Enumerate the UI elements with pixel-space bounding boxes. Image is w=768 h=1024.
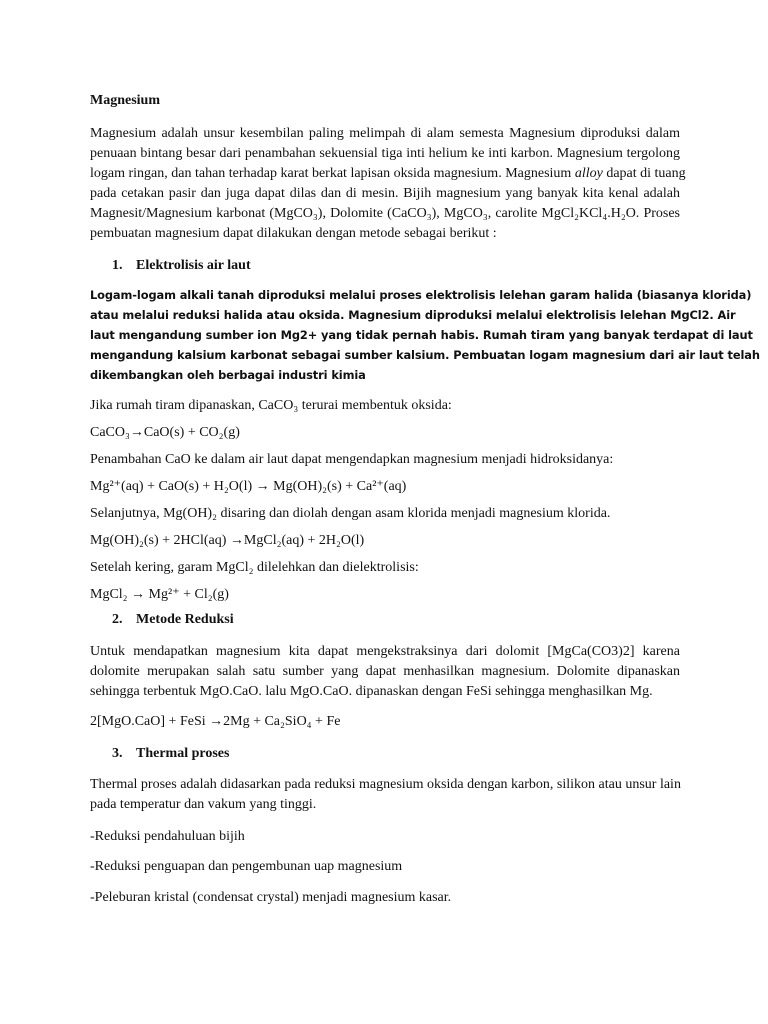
step-text-4: Setelah kering, garam MgCl₂ dilelehkan dan dielektrolisis: [90,560,419,575]
intro-line-5: Magnesit/Magnesium karbonat (MgCO₃), Dolomite (CaCO₃), MgCO₃, carolite MgCl₂KCl₄.H₂O. Proses [90,206,680,221]
section-1-para-line-4: mengandung kalsium karbonat sebagai sumber kalsium. Pembuatan logam magnesium dari air laut telah [90,348,760,362]
intro-alloy-word: alloy [574,166,603,181]
intro-line-6: pembuatan magnesium dapat dilakukan dengan metode sebagai berikut : [90,226,497,241]
section-3-para-line-2: pada temperatur dan vakum yang tinggi. [90,797,317,812]
intro-line-1: Magnesium adalah unsur kesembilan paling melimpah di alam semesta Magnesium diproduksi dalam [90,126,680,141]
section-1-para-line-1: Logam-logam alkali tanah diproduksi melalui proses elektrolisis lelehan garam halida (biasanya klorida) [90,288,752,302]
document-title: Magnesium [90,93,160,108]
intro-line-2: penuaan bintang besar dari penambahan sekuensial tiga inti helium ke inti karbon. Magnesium tergolong [90,146,680,161]
section-1-para-line-3: laut mengandung sumber ion Mg2+ yang tidak pernah habis. Rumah tiram yang banyak terdapat di laut [90,328,753,342]
intro-line-3 [90,165,686,183]
intro-line-3-text: logam ringan, dan tahan terhadap karat berkat lapisan oksida magnesium. Magnesium [90,166,572,181]
section-1-title: Elektrolisis air laut [136,258,251,273]
section-2-title: Metode Reduksi [136,612,234,627]
list-item: -Reduksi pendahuluan bijih [90,829,245,844]
list-item: -Reduksi penguapan dan pengembunan uap magnesium [90,859,403,874]
equation-5: 2[MgO.CaO] + FeSi →2Mg + Ca₂SiO₄ + Fe [90,714,341,729]
equation-2: Mg²⁺(aq) + CaO(s) + H₂O(l) → Mg(OH)₂(s) + Ca²⁺(aq) [90,479,407,494]
section-2-para-line-3: sehingga terbentuk MgO.CaO. lalu MgO.CaO. dipanaskan dengan FeSi sehingga menghasilkan Mg. [90,684,653,699]
section-2-para-line-2: dolomite merupakan salah satu sumber yang dapat menhasilkan magnesium. Dolomite dipanaskan [90,664,680,679]
section-2-para-line-1: Untuk mendapatkan magnesium kita dapat mengekstraksinya dari dolomit [MgCa(CO3)2] karena [90,644,680,659]
equation-3: Mg(OH)₂(s) + 2HCl(aq) →MgCl₂(aq) + 2H₂O(l) [90,533,365,548]
list-item: -Peleburan kristal (condensat crystal) menjadi magnesium kasar. [90,890,452,905]
step-text-1: Jika rumah tiram dipanaskan, CaCO₃ terurai membentuk oksida: [90,398,452,413]
equation-1: CaCO₃→CaO(s) + CO₂(g) [90,425,240,440]
section-1-para-line-2: atau melalui reduksi halida atau oksida. Magnesium diproduksi melalui elektrolisis lelehan MgCl2. Air [90,308,736,322]
section-1-para-line-5: dikembangkan oleh berbagai industri kimia [90,368,366,382]
step-text-3: Selanjutnya, Mg(OH)₂ disaring dan diolah dengan asam klorida menjadi magnesium klorida. [90,506,611,521]
section-1-number: 1. [112,258,123,273]
section-2-number: 2. [112,612,123,627]
section-1-heading [112,257,251,275]
intro-line-4: pada cetakan pasir dan juga dapat dilas dan di mesin. Bijih magnesium yang banyak kita kenal adalah [90,186,680,201]
intro-line-3-tail: dapat di tuang [606,166,686,181]
section-3-number: 3. [112,746,123,761]
section-3-title: Thermal proses [136,746,230,761]
step-text-2: Penambahan CaO ke dalam air laut dapat mengendapkan magnesium menjadi hidroksidanya: [90,452,614,467]
section-2-heading [112,611,234,629]
equation-4: MgCl₂ → Mg²⁺ + Cl₂(g) [90,587,229,602]
section-3-para-line-1: Thermal proses adalah didasarkan pada reduksi magnesium oksida dengan karbon, silikon atau unsur lain [90,777,681,792]
section-3-heading [112,745,229,763]
